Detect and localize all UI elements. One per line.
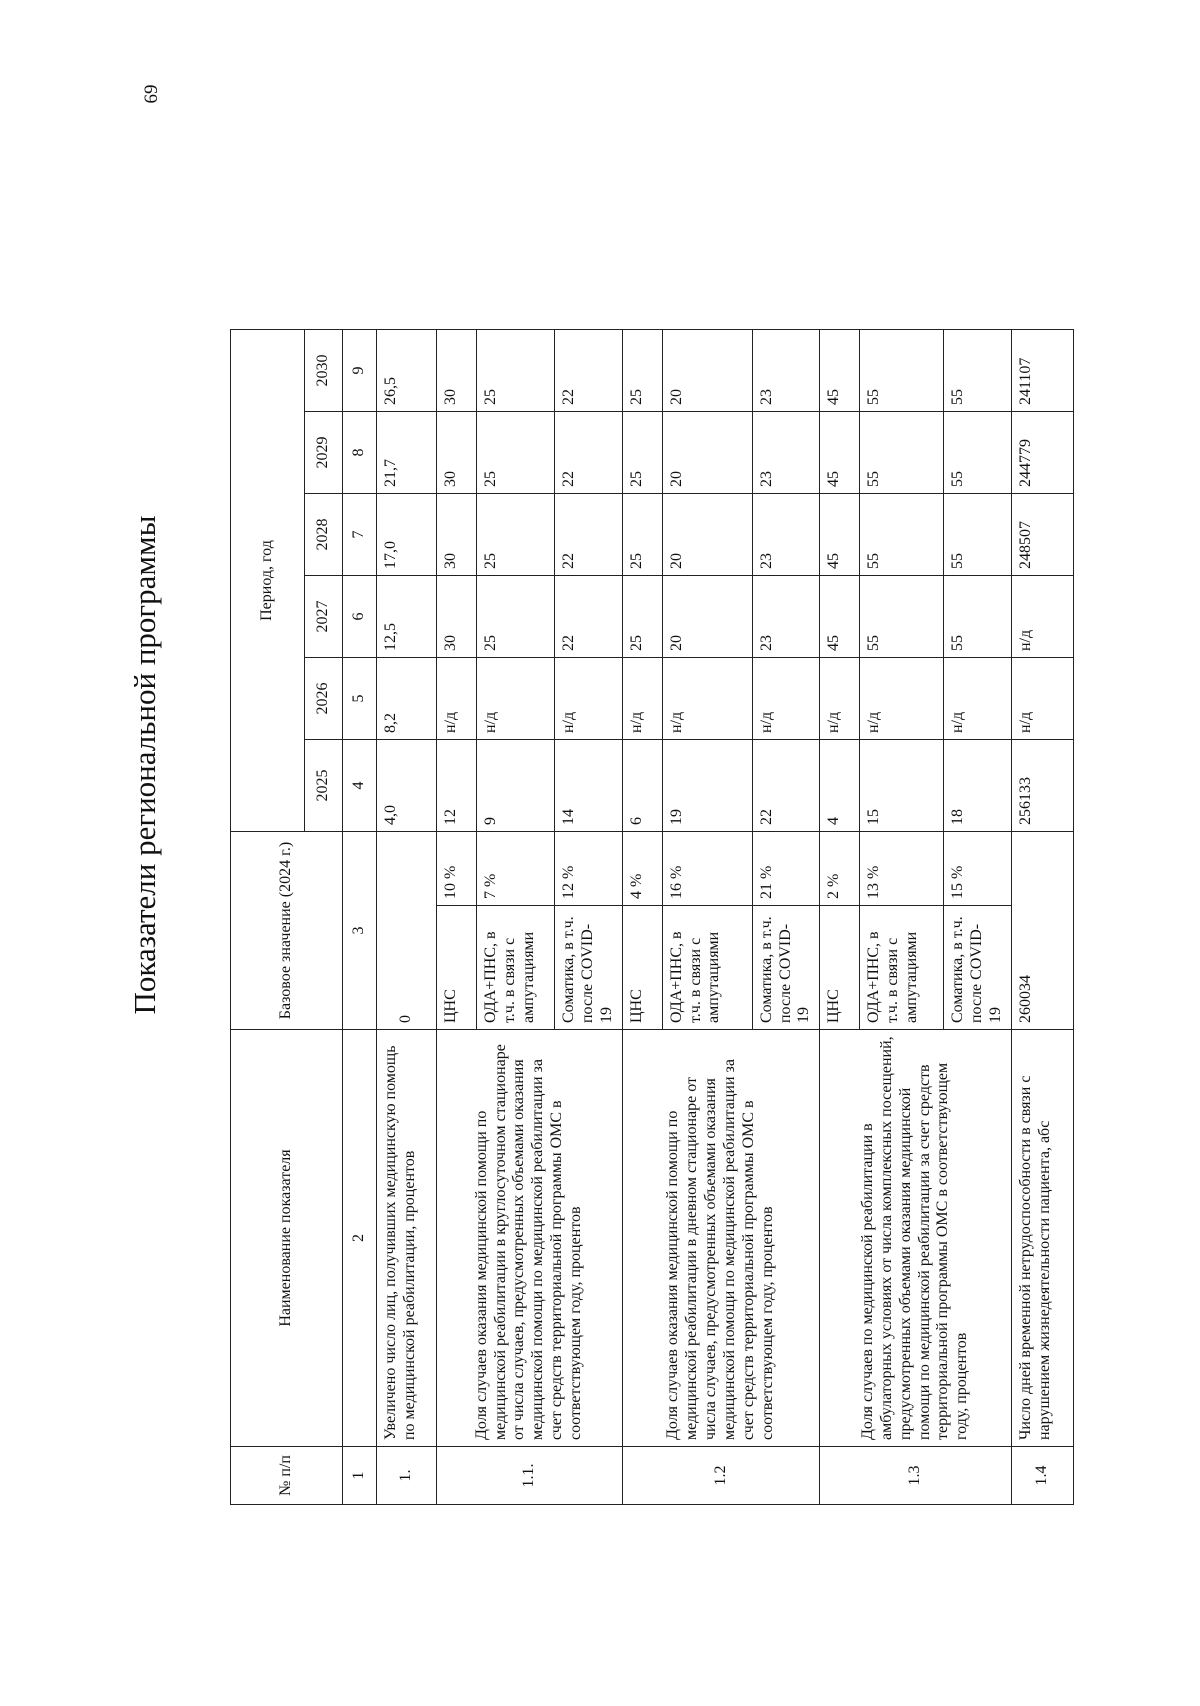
year-value: 25: [622, 330, 662, 412]
header-year: 2025: [305, 740, 343, 832]
column-index: 7: [343, 494, 377, 576]
year-value: 12,5: [377, 576, 437, 658]
row-number: 1.: [377, 1447, 437, 1505]
year-value: 25: [622, 494, 662, 576]
indicator-name: Число дней временной нетрудоспособности в связи с нарушением жизнедеятельности пациента, абс: [1011, 1030, 1073, 1447]
column-index: 1: [343, 1447, 377, 1505]
header-year: 2030: [305, 330, 343, 412]
year-value: 22: [555, 576, 623, 658]
year-value: 55: [860, 412, 944, 494]
year-value: н/д: [477, 658, 555, 740]
year-value: 25: [622, 576, 662, 658]
indicator-name: Доля случаев оказания медицинской помощи по медицинской реабилитации в дневном стационаре от числа случаев, предусмотренных объемами оказания медицинской помощи по медицинской реабилитации за счет средств территориальной программы ОМС в соответствующем году, процентов: [622, 1030, 820, 1447]
year-value: 20: [662, 494, 752, 576]
year-value: 55: [944, 412, 1012, 494]
year-value: 20: [662, 412, 752, 494]
column-index: 2: [343, 1030, 377, 1447]
sub-base: 13 %: [860, 832, 944, 906]
table-row: [377, 330, 437, 1505]
year-value: 14: [555, 740, 623, 832]
year-value: 9: [477, 740, 555, 832]
row-number: 1.3: [820, 1447, 1012, 1505]
year-value: н/д: [662, 658, 752, 740]
year-value: 241107: [1011, 330, 1073, 412]
header-num: № п/п: [231, 1447, 343, 1505]
sub-label: Соматика, в т.ч. после COVID-19: [555, 906, 623, 1030]
column-index-row: [343, 330, 377, 1505]
year-value: 30: [437, 494, 477, 576]
year-value: 244779: [1011, 412, 1073, 494]
year-value: 55: [944, 494, 1012, 576]
year-value: 30: [437, 330, 477, 412]
year-value: н/д: [820, 658, 860, 740]
year-value: 23: [752, 576, 820, 658]
column-index: 4: [343, 740, 377, 832]
table-row: [820, 330, 860, 1505]
header-period: Период, год: [231, 330, 305, 832]
year-value: 22: [752, 740, 820, 832]
year-value: 20: [662, 330, 752, 412]
year-value: 55: [860, 576, 944, 658]
year-value: 18: [944, 740, 1012, 832]
year-value: 248507: [1011, 494, 1073, 576]
indicator-name: Доля случаев по медицинской реабилитации в амбулаторных условиях от числа комплексных посещений, предусмотренных объемами оказания медицинской помощи по медицинской реабилитации за счет средств территориальной программы ОМС в соответствующем году, процентов: [820, 1030, 1012, 1447]
header-year: 2027: [305, 576, 343, 658]
column-index: 9: [343, 330, 377, 412]
sub-label: ОДА+ПНС, в т.ч. в связи с ампутациями: [860, 906, 944, 1030]
year-value: 25: [477, 494, 555, 576]
year-value: н/д: [622, 658, 662, 740]
year-value: н/д: [555, 658, 623, 740]
sub-base: 4 %: [622, 832, 662, 906]
sub-label: Соматика, в т.ч. после COVID-19: [944, 906, 1012, 1030]
sub-base: 15 %: [944, 832, 1012, 906]
document-title: Показатели региональной программы: [127, 515, 162, 1015]
year-value: 12: [437, 740, 477, 832]
row-number: 1.1.: [437, 1447, 623, 1505]
year-value: 25: [477, 330, 555, 412]
sub-label: ОДА+ПНС, в т.ч. в связи с ампутациями: [662, 906, 752, 1030]
header-name: Наименование показателя: [231, 1030, 343, 1447]
year-value: 25: [477, 576, 555, 658]
table-row: [1011, 330, 1073, 1505]
year-value: 55: [944, 330, 1012, 412]
year-value: 30: [437, 412, 477, 494]
header-year: 2028: [305, 494, 343, 576]
year-value: н/д: [860, 658, 944, 740]
year-value: 45: [820, 330, 860, 412]
sub-label: ЦНС: [820, 906, 860, 1030]
header-base: Базовое значение (2024 г.): [231, 832, 343, 1030]
year-value: 22: [555, 494, 623, 576]
year-value: 22: [555, 412, 623, 494]
year-value: н/д: [1011, 658, 1073, 740]
header-year: 2029: [305, 412, 343, 494]
sub-base: 12 %: [555, 832, 623, 906]
row-number: 1.2: [622, 1447, 820, 1505]
table-row: [437, 330, 477, 1505]
year-value: 45: [820, 494, 860, 576]
sub-base: 10 %: [437, 832, 477, 906]
year-value: н/д: [437, 658, 477, 740]
year-value: 256133: [1011, 740, 1073, 832]
sub-base: 16 %: [662, 832, 752, 906]
sub-base: 21 %: [752, 832, 820, 906]
year-value: 30: [437, 576, 477, 658]
year-value: 55: [860, 494, 944, 576]
indicators-table: [230, 329, 1074, 1505]
page-number: 69: [141, 84, 162, 104]
sub-label: ОДА+ПНС, в т.ч. в связи с ампутациями: [477, 906, 555, 1030]
year-value: 45: [820, 412, 860, 494]
base-value: 0: [377, 832, 437, 1030]
year-value: 19: [662, 740, 752, 832]
year-value: н/д: [1011, 576, 1073, 658]
rotated-page: [100, 0, 1100, 1530]
year-value: 25: [622, 412, 662, 494]
year-value: 55: [860, 330, 944, 412]
year-value: 26,5: [377, 330, 437, 412]
year-value: 20: [662, 576, 752, 658]
sub-label: ЦНС: [622, 906, 662, 1030]
year-value: н/д: [752, 658, 820, 740]
sub-base: 2 %: [820, 832, 860, 906]
year-value: 22: [555, 330, 623, 412]
year-value: 4: [820, 740, 860, 832]
column-index: 3: [343, 832, 377, 1030]
year-value: 4,0: [377, 740, 437, 832]
row-number: 1.4: [1011, 1447, 1073, 1505]
year-value: н/д: [944, 658, 1012, 740]
year-value: 15: [860, 740, 944, 832]
year-value: 23: [752, 494, 820, 576]
column-index: 6: [343, 576, 377, 658]
year-value: 6: [622, 740, 662, 832]
year-value: 45: [820, 576, 860, 658]
sub-label: ЦНС: [437, 906, 477, 1030]
table-row: [622, 330, 662, 1505]
indicator-name: Увеличено число лиц, получивших медицинскую помощь по медицинской реабилитации, процентов: [377, 1030, 437, 1447]
column-index: 5: [343, 658, 377, 740]
year-value: 23: [752, 330, 820, 412]
indicator-name: Доля случаев оказания медицинской помощи по медицинской реабилитации в круглосуточном стационаре от числа случаев, предусмотренных объемами оказания медицинской помощи по медицинской реабилитации за счет средств территориальной программы ОМС в соответствующем году, процентов: [437, 1030, 623, 1447]
sub-label: Соматика, в т.ч. после COVID-19: [752, 906, 820, 1030]
year-value: 21,7: [377, 412, 437, 494]
year-value: 17,0: [377, 494, 437, 576]
year-value: 8,2: [377, 658, 437, 740]
header-year: 2026: [305, 658, 343, 740]
year-value: 23: [752, 412, 820, 494]
year-value: 55: [944, 576, 1012, 658]
year-value: 25: [477, 412, 555, 494]
column-index: 8: [343, 412, 377, 494]
base-value: 260034: [1011, 832, 1073, 1030]
sub-base: 7 %: [477, 832, 555, 906]
